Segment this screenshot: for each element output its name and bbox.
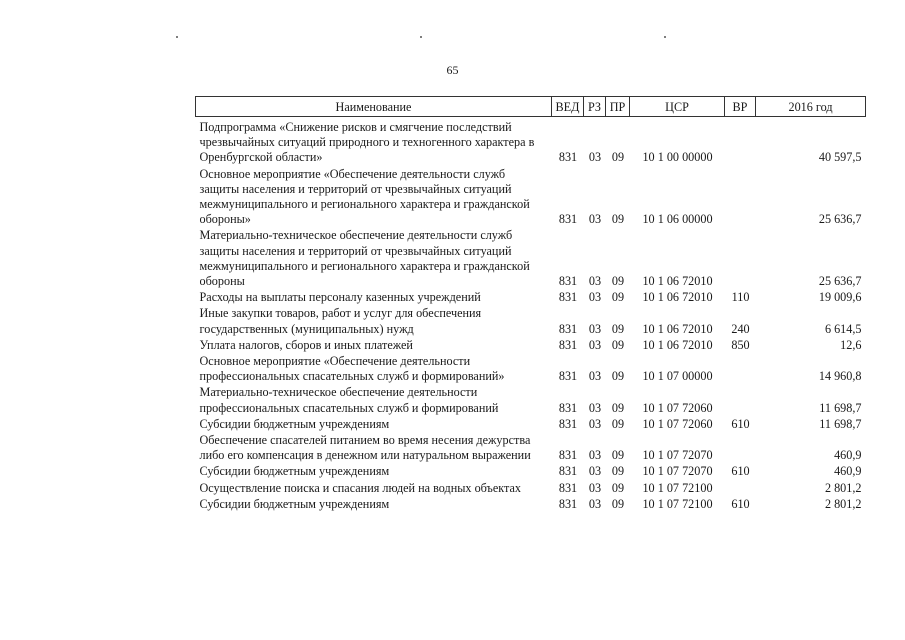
row-amount: 25 636,7 [818,274,862,289]
table-row [196,167,866,229]
row-name: Подпрограмма «Снижение рисков и смягчение последствий чрезвычайных ситуаций природного и техногенного характера в Оренбургской области» [199,120,535,165]
row-csr: 10 1 07 72070 [642,464,713,479]
row-amount: 40 597,5 [818,150,862,165]
row-rz: 03 [588,369,602,384]
row-pr: 09 [611,480,625,495]
row-vr [725,433,756,464]
row-csr: 10 1 07 72060 [642,400,713,415]
row-csr: 10 1 07 72100 [642,496,713,511]
table-row [196,117,866,167]
scan-artifact-dot [176,36,178,38]
row-amount: 2 801,2 [824,480,862,495]
header-row [196,97,866,117]
budget-table [195,96,866,513]
row-rz: 03 [588,400,602,415]
row-name: Основное мероприятие «Обеспечение деятельности профессиональных спасательных служб и формирований» [199,354,505,384]
table-row [196,290,866,306]
row-vr [725,385,756,416]
table-row [196,338,866,354]
header-rz: РЗ [584,97,606,117]
row-vr: 110 [731,290,750,305]
row-vr [725,117,756,167]
header-year: 2016 год [756,97,866,117]
table-row [196,306,866,337]
row-ved: 831 [558,496,578,511]
row-amount: 6 614,5 [824,321,862,336]
row-ved: 831 [558,448,578,463]
row-pr: 09 [611,464,625,479]
row-csr: 10 1 06 72010 [642,337,713,352]
header-name: Наименование [196,97,552,117]
row-vr: 240 [731,321,750,336]
row-pr: 09 [611,212,625,227]
table-row [196,228,866,290]
header-csr: ЦСР [630,97,725,117]
row-pr: 09 [611,290,625,305]
row-vr: 610 [731,464,750,479]
row-ved: 831 [558,464,578,479]
row-ved: 831 [558,369,578,384]
row-name: Субсидии бюджетным учреждениям [199,496,390,511]
row-name: Материально-техническое обеспечение деятельности профессиональных спасательных служб и формирований [199,385,499,415]
row-amount: 11 698,7 [819,416,862,431]
table-header [196,97,866,117]
row-rz: 03 [588,321,602,336]
row-amount: 14 960,8 [818,369,862,384]
row-amount: 460,9 [834,464,862,479]
table-row [196,464,866,480]
row-ved: 831 [558,150,578,165]
row-csr: 10 1 06 00000 [642,212,713,227]
row-vr [725,481,756,497]
table-row [196,354,866,385]
row-pr: 09 [611,337,625,352]
row-pr: 09 [611,274,625,289]
row-name: Расходы на выплаты персоналу казенных учреждений [199,290,481,305]
row-vr: 610 [731,496,750,511]
row-pr: 09 [611,321,625,336]
row-ved: 831 [558,337,578,352]
row-rz: 03 [588,480,602,495]
row-csr: 10 1 06 72010 [642,321,713,336]
row-amount: 25 636,7 [818,212,862,227]
row-pr: 09 [611,496,625,511]
row-pr: 09 [611,448,625,463]
row-csr: 10 1 07 72100 [642,480,713,495]
row-vr: 610 [731,416,750,431]
row-vr: 850 [731,337,750,352]
row-ved: 831 [558,274,578,289]
row-vr [725,354,756,385]
row-csr: 10 1 06 72010 [642,274,713,289]
row-pr: 09 [611,369,625,384]
row-amount: 12,6 [840,337,862,352]
row-name: Осуществление поиска и спасания людей на водных объектах [199,480,522,495]
page-number: 65 [446,63,459,77]
header-ved: ВЕД [552,97,584,117]
table-row [196,497,866,513]
row-rz: 03 [588,464,602,479]
row-ved: 831 [558,321,578,336]
row-rz: 03 [588,416,602,431]
row-amount: 2 801,2 [824,496,862,511]
row-amount: 19 009,6 [818,290,862,305]
scan-artifact-dot [664,36,666,38]
row-rz: 03 [588,150,602,165]
row-amount: 460,9 [834,448,862,463]
row-csr: 10 1 06 72010 [642,290,713,305]
row-pr: 09 [611,400,625,415]
row-rz: 03 [588,337,602,352]
row-name: Обеспечение спасателей питанием во время несения дежурства либо его компенсация в денежном или натуральном выражении [199,433,531,463]
row-pr: 09 [611,150,625,165]
row-pr: 09 [611,416,625,431]
row-name: Субсидии бюджетным учреждениям [199,416,390,431]
row-rz: 03 [588,212,602,227]
table-body [196,117,866,514]
row-ved: 831 [558,400,578,415]
row-csr: 10 1 07 72070 [642,448,713,463]
row-rz: 03 [588,274,602,289]
row-amount: 11 698,7 [819,400,862,415]
row-name: Основное мероприятие «Обеспечение деятельности служб защиты населения и территорий от чрезвычайных ситуаций межмуниципального и регионального характера и гражданской обороны» [199,166,530,227]
row-vr [725,167,756,229]
row-csr: 10 1 00 00000 [642,150,713,165]
header-vr: ВР [725,97,756,117]
row-ved: 831 [558,212,578,227]
table-row [196,385,866,416]
row-rz: 03 [588,496,602,511]
row-rz: 03 [588,448,602,463]
table-row [196,433,866,464]
row-csr: 10 1 07 00000 [642,369,713,384]
row-name: Иные закупки товаров, работ и услуг для обеспечения государственных (муниципальных) нужд [199,306,482,336]
row-ved: 831 [558,290,578,305]
row-csr: 10 1 07 72060 [642,416,713,431]
header-pr: ПР [606,97,630,117]
row-rz: 03 [588,290,602,305]
row-name: Субсидии бюджетным учреждениям [199,464,390,479]
row-name: Материально-техническое обеспечение деятельности служб защиты населения и территорий от чрезвычайных ситуаций межмуниципального и регионального характера и гражданской обороны [199,228,530,289]
row-ved: 831 [558,416,578,431]
row-vr [725,228,756,290]
row-name: Уплата налогов, сборов и иных платежей [199,337,413,352]
table-row [196,417,866,433]
table-row [196,481,866,497]
row-ved: 831 [558,480,578,495]
scan-artifact-dot [420,36,422,38]
